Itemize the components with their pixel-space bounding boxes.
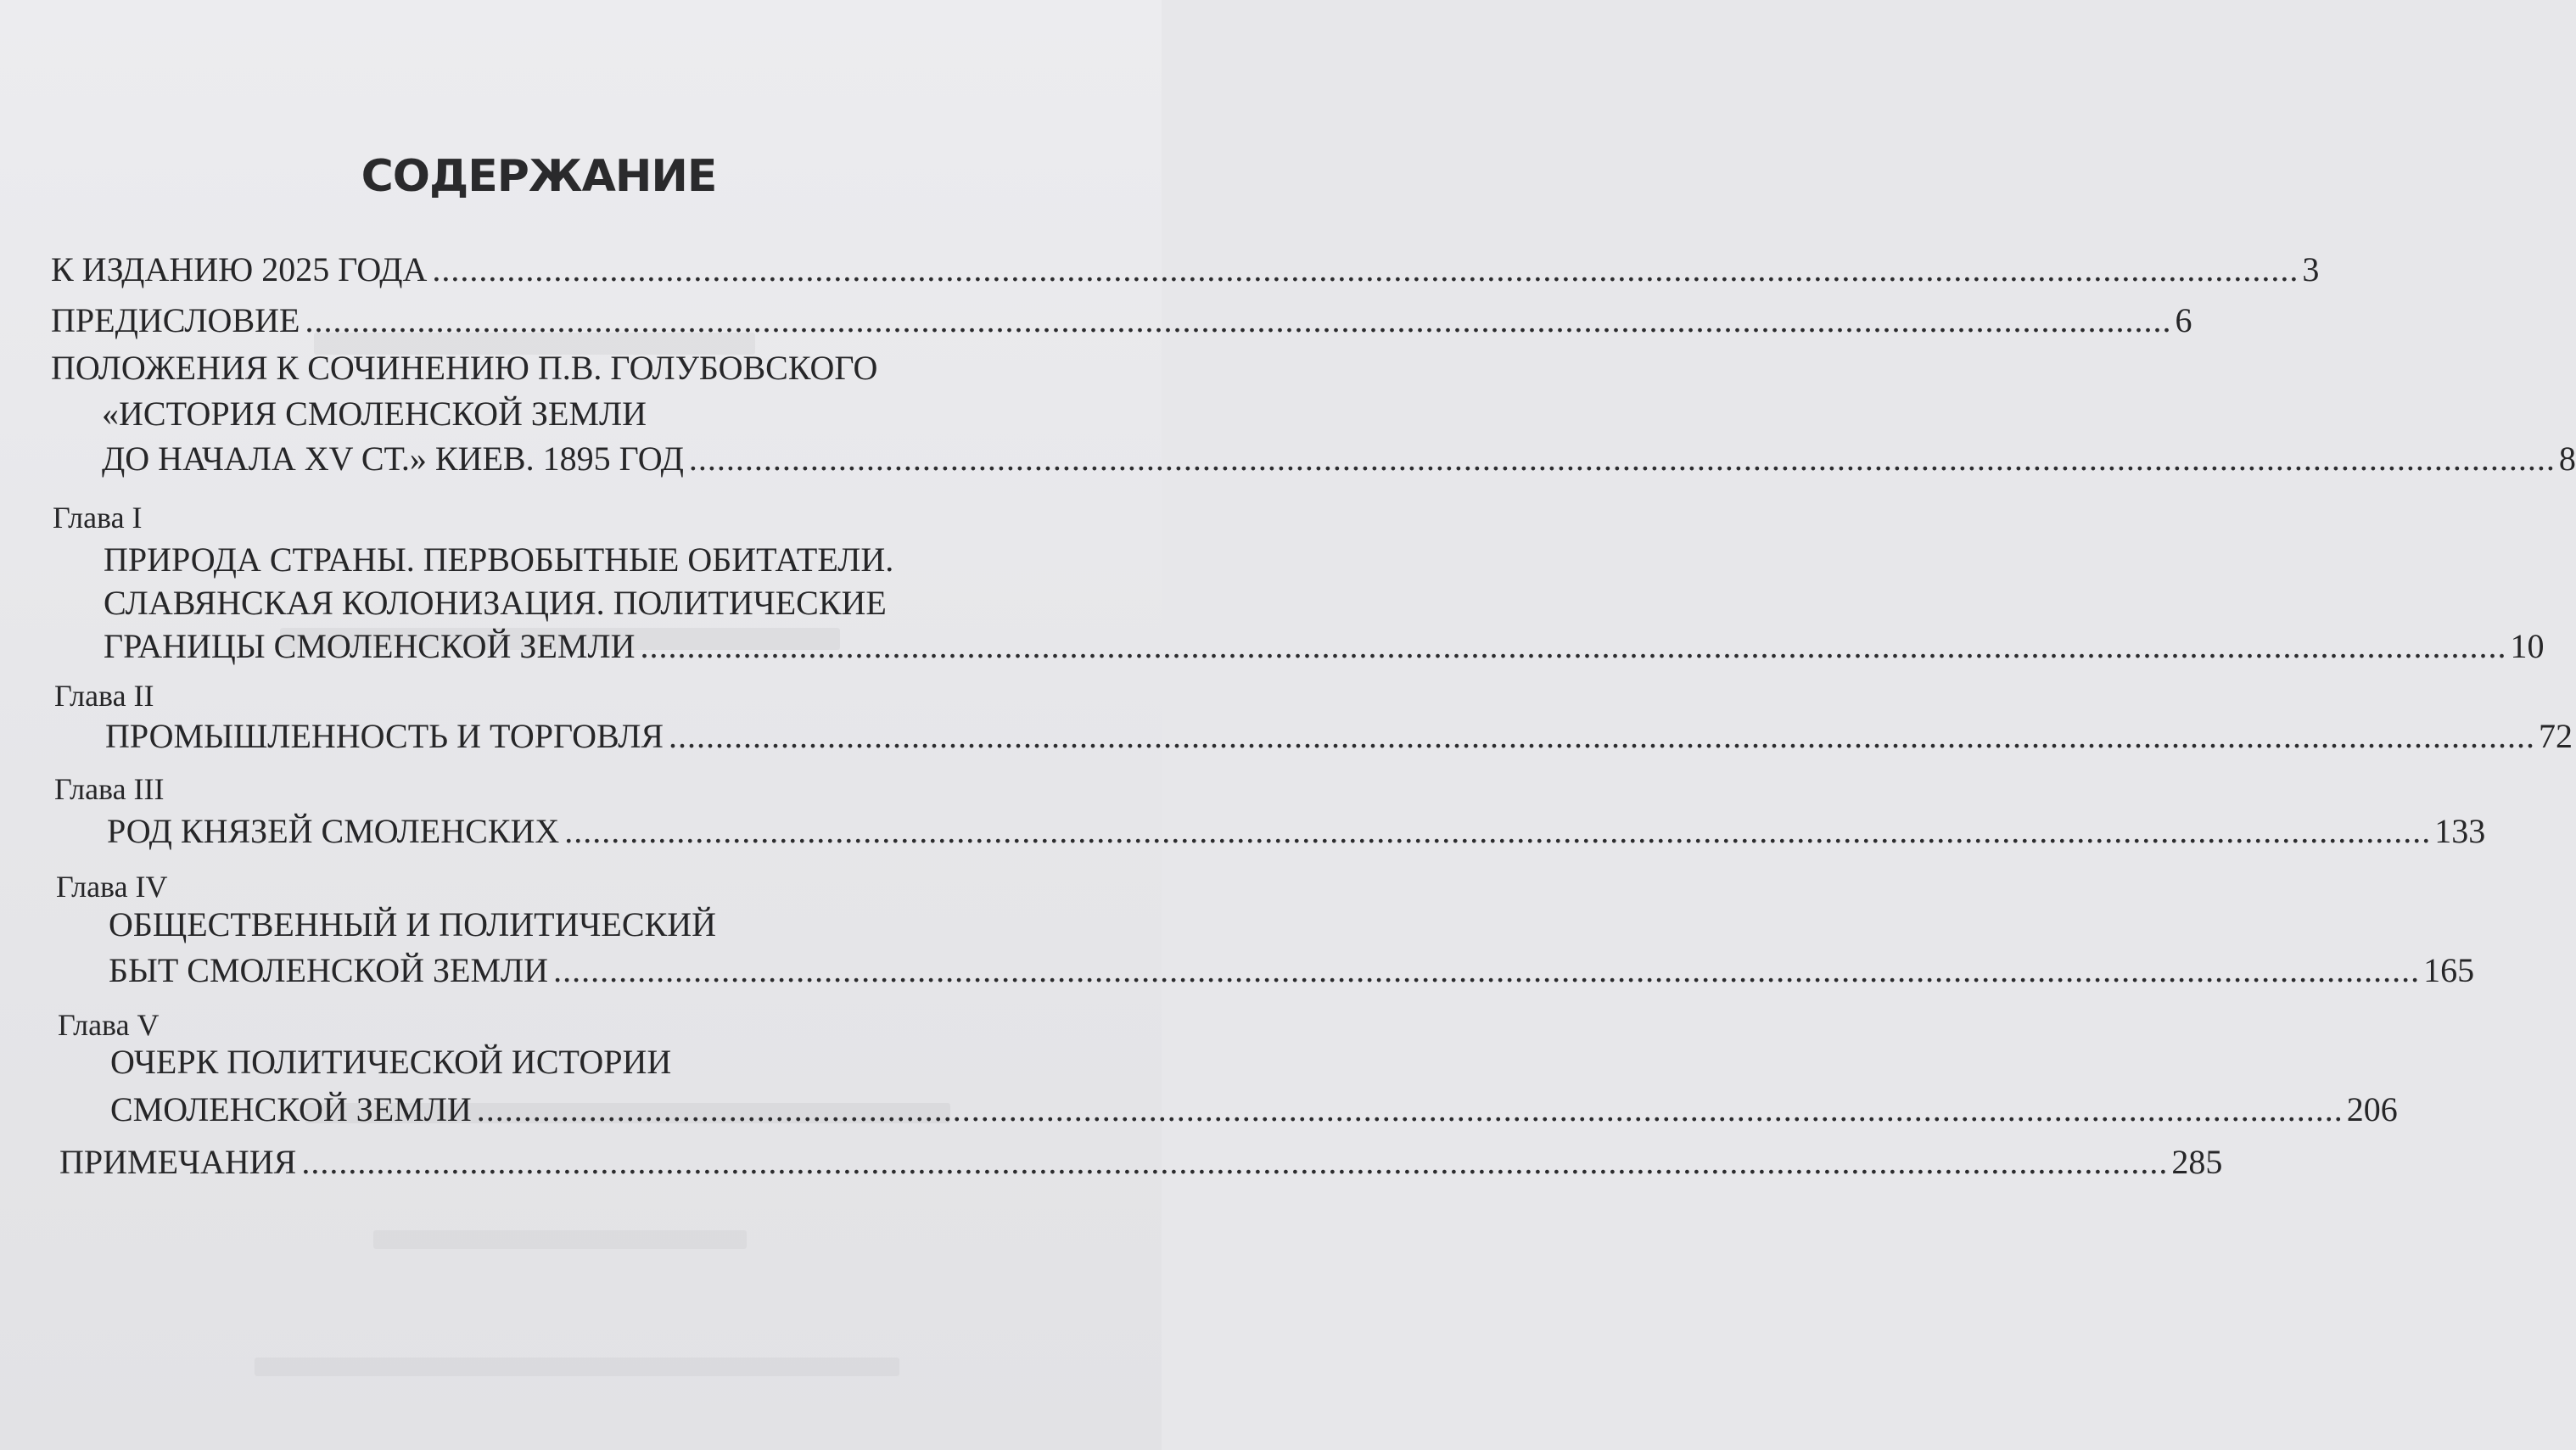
chapter-label-2: Глава II (54, 679, 154, 713)
chapter-5-title-line-1: ОЧЕРК ПОЛИТИЧЕСКОЙ ИСТОРИИ (110, 1043, 672, 1081)
dot-leader: ........................................................................................................................................................................................................ (669, 717, 2536, 755)
chapter-1-title-line-3 (104, 626, 2545, 667)
chapter-label-5: Глава V (58, 1008, 160, 1042)
page-number: 165 (2423, 951, 2475, 989)
dot-leader: ........................................................................................................................................................................................................ (564, 812, 2432, 850)
page-number: 206 (2346, 1090, 2398, 1128)
toc-entry-title: К ИЗДАНИЮ 2025 ГОДА (51, 250, 428, 288)
chapter-1-title-line-1: ПРИРОДА СТРАНЫ. ПЕРВОБЫТНЫЕ ОБИТАТЕЛИ. (104, 540, 894, 579)
chapter-label-3: Глава III (54, 772, 165, 806)
chapter-label-1: Глава I (53, 501, 143, 535)
toc-entry-title: БЫТ СМОЛЕНСКОЙ ЗЕМЛИ (109, 951, 549, 989)
chapter-4-title-line-2 (109, 950, 2475, 991)
toc-entry-theses-line-2: «ИСТОРИЯ СМОЛЕНСКОЙ ЗЕМЛИ (102, 395, 647, 433)
chapter-4-title-line-1: ОБЩЕСТВЕННЫЙ И ПОЛИТИЧЕСКИЙ (109, 905, 716, 943)
dot-leader: ........................................................................................................................................................................................................ (688, 439, 2556, 478)
page-number: 285 (2171, 1143, 2223, 1181)
toc-entry-theses-line-1: ПОЛОЖЕНИЯ К СОЧИНЕНИЮ П.В. ГОЛУБОВСКОГО (51, 349, 878, 387)
toc-entry-title: ПРИМЕЧАНИЯ (59, 1143, 297, 1181)
toc-entry-title: СМОЛЕНСКОЙ ЗЕМЛИ (110, 1090, 472, 1128)
page-number: 133 (2434, 812, 2486, 850)
page-number: 3 (2302, 250, 2320, 288)
dot-leader: ........................................................................................................................................................................................................ (553, 951, 2421, 989)
dot-leader: ........................................................................................................................................................................................................ (476, 1090, 2344, 1128)
toc-entry-title: ДО НАЧАЛА XV СТ.» КИЕВ. 1895 ГОД (102, 439, 684, 478)
dot-leader: ........................................................................................................................................................................................................ (301, 1143, 2169, 1181)
page-number: 6 (2175, 301, 2192, 339)
dot-leader: ........................................................................................................................................................................................................ (305, 301, 2172, 339)
chapter-2-title (105, 716, 2573, 757)
dot-leader: ........................................................................................................................................................................................................ (432, 250, 2299, 288)
toc-entry-theses-line-3 (102, 439, 2576, 479)
chapter-1-title-line-2: СЛАВЯНСКАЯ КОЛОНИЗАЦИЯ. ПОЛИТИЧЕСКИЕ (104, 584, 887, 622)
page-number: 72 (2539, 717, 2573, 755)
toc-entry-edition (51, 249, 2320, 290)
dot-leader: ........................................................................................................................................................................................................ (640, 627, 2507, 665)
toc-entry-title: ГРАНИЦЫ СМОЛЕНСКОЙ ЗЕМЛИ (104, 627, 636, 665)
toc-entry-notes (59, 1142, 2223, 1183)
page-title: СОДЕРЖАНИЕ (361, 151, 717, 202)
chapter-3-title (107, 811, 2486, 852)
toc-entry-title: ПРЕДИСЛОВИЕ (51, 301, 300, 339)
page-number: 8 (2558, 439, 2576, 478)
chapter-label-4: Глава IV (56, 870, 168, 904)
page-number: 10 (2510, 627, 2545, 665)
toc-entry-title: ПРОМЫШЛЕННОСТЬ И ТОРГОВЛЯ (105, 717, 664, 755)
toc-entry-title: РОД КНЯЗЕЙ СМОЛЕНСКИХ (107, 812, 560, 850)
toc-entry-preface (51, 300, 2192, 341)
chapter-5-title-line-2 (110, 1089, 2398, 1130)
